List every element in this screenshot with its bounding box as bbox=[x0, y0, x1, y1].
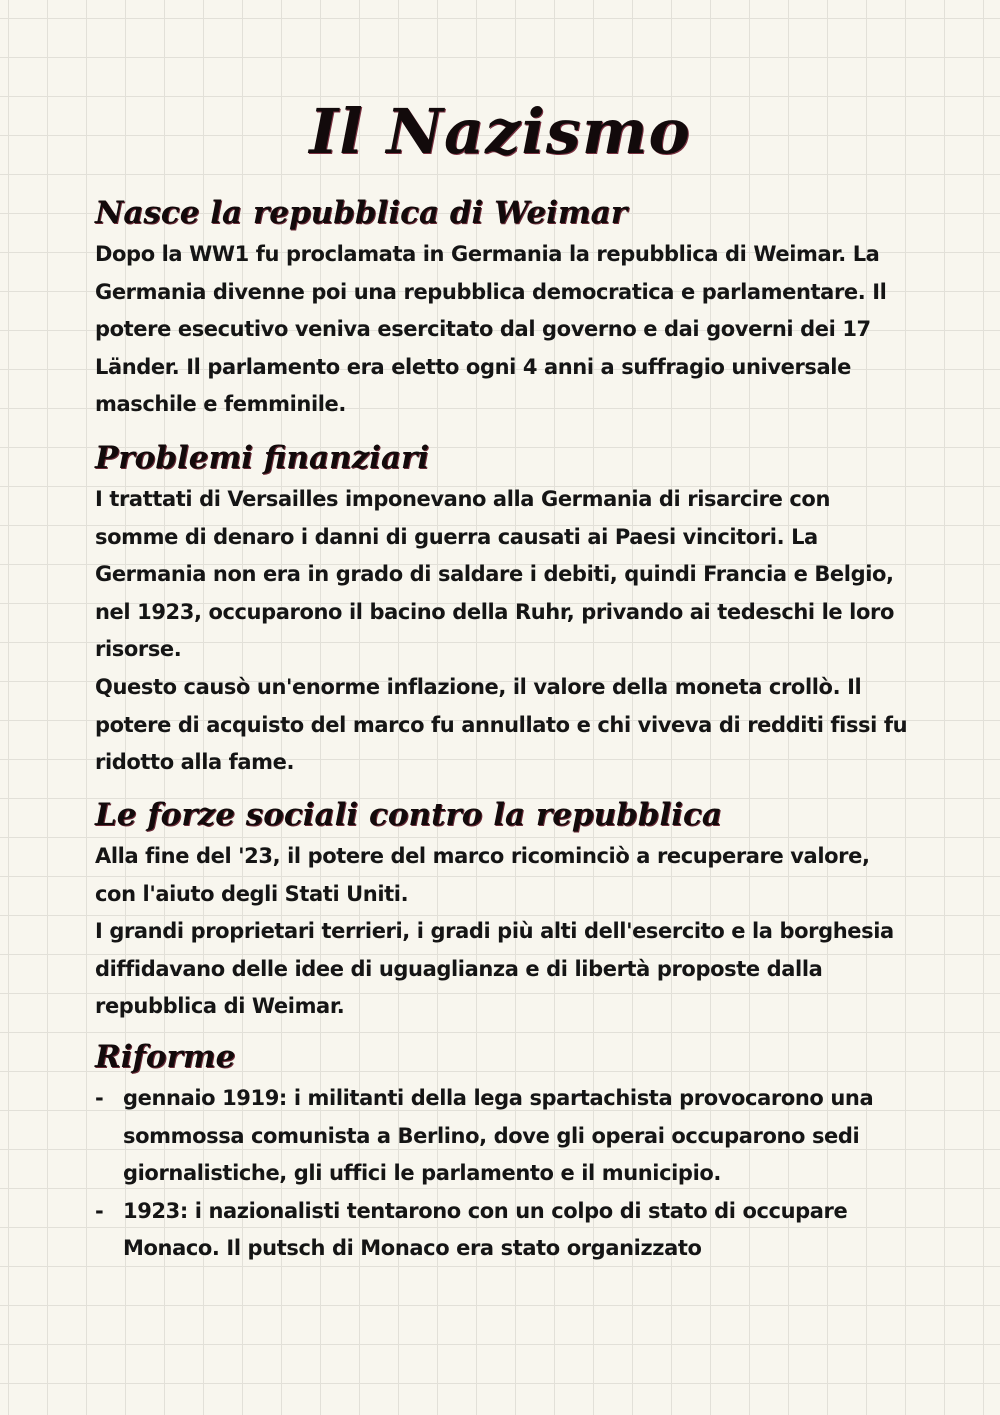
section-heading: Problemi finanziari bbox=[95, 440, 430, 476]
section-weimar bbox=[95, 190, 915, 424]
list-item-text: 1923: i nazionalisti tentarono con un colpo di stato di occupare Monaco. Il putsch di Monaco era stato organizzato bbox=[123, 1198, 848, 1261]
section-problemi-finanziari bbox=[95, 435, 915, 782]
list-item-text: gennaio 1919: i militanti della lega spartachista provocarono una sommossa comunista a Berlino, dove gli operai occuparono sedi giornalistiche, gli uffici le parlamento e il municipio. bbox=[123, 1086, 874, 1186]
section-paragraph: Questo causò un'enorme inflazione, il valore della moneta crollò. Il potere di acquisto del marco fu annullato e chi viveva di redditi fissi fu ridotto alla fame. bbox=[95, 674, 908, 775]
list-item bbox=[95, 1080, 915, 1193]
section-forze-sociali bbox=[95, 792, 915, 1026]
section-paragraph: I trattati di Versailles imponevano alla Germania di risarcire con somme di denaro i danni di guerra causati ai Paesi vincitori. La Germania non era in grado di saldare i debiti, quindi Francia e Belgio, nel 1923, occuparono il bacino della Ruhr, privando ai tedeschi le loro risorse. bbox=[95, 487, 894, 662]
dash-bullet: - bbox=[95, 1086, 104, 1110]
section-heading: Nasce la repubblica di Weimar bbox=[95, 195, 628, 231]
section-heading: Le forze sociali contro la repubblica bbox=[95, 797, 722, 833]
section-riforme bbox=[95, 1034, 915, 1268]
list-item bbox=[95, 1193, 915, 1268]
dash-bullet: - bbox=[95, 1198, 104, 1223]
section-paragraph: Alla fine del '23, il potere del marco ricominciò a recuperare valore, con l'aiuto degli Stati Uniti. bbox=[95, 844, 870, 906]
riforme-list bbox=[95, 1080, 915, 1268]
section-paragraph: Dopo la WW1 fu proclamata in Germania la repubblica di Weimar. La Germania divenne poi una repubblica democratica e parlamentare. Il potere esecutivo veniva esercitato dal governo e dai governi dei 17 Länder. Il parlamento era eletto ogni 4 anni a suffragio universale maschile e femminile. bbox=[95, 242, 887, 417]
page-title: Il Nazismo bbox=[309, 95, 691, 168]
section-heading: Riforme bbox=[95, 1039, 236, 1075]
section-paragraph: I grandi proprietari terrieri, i gradi più alti dell'esercito e la borghesia diffidavano delle idee di uguaglianza e di libertà proposte dalla repubblica di Weimar. bbox=[95, 919, 894, 1019]
